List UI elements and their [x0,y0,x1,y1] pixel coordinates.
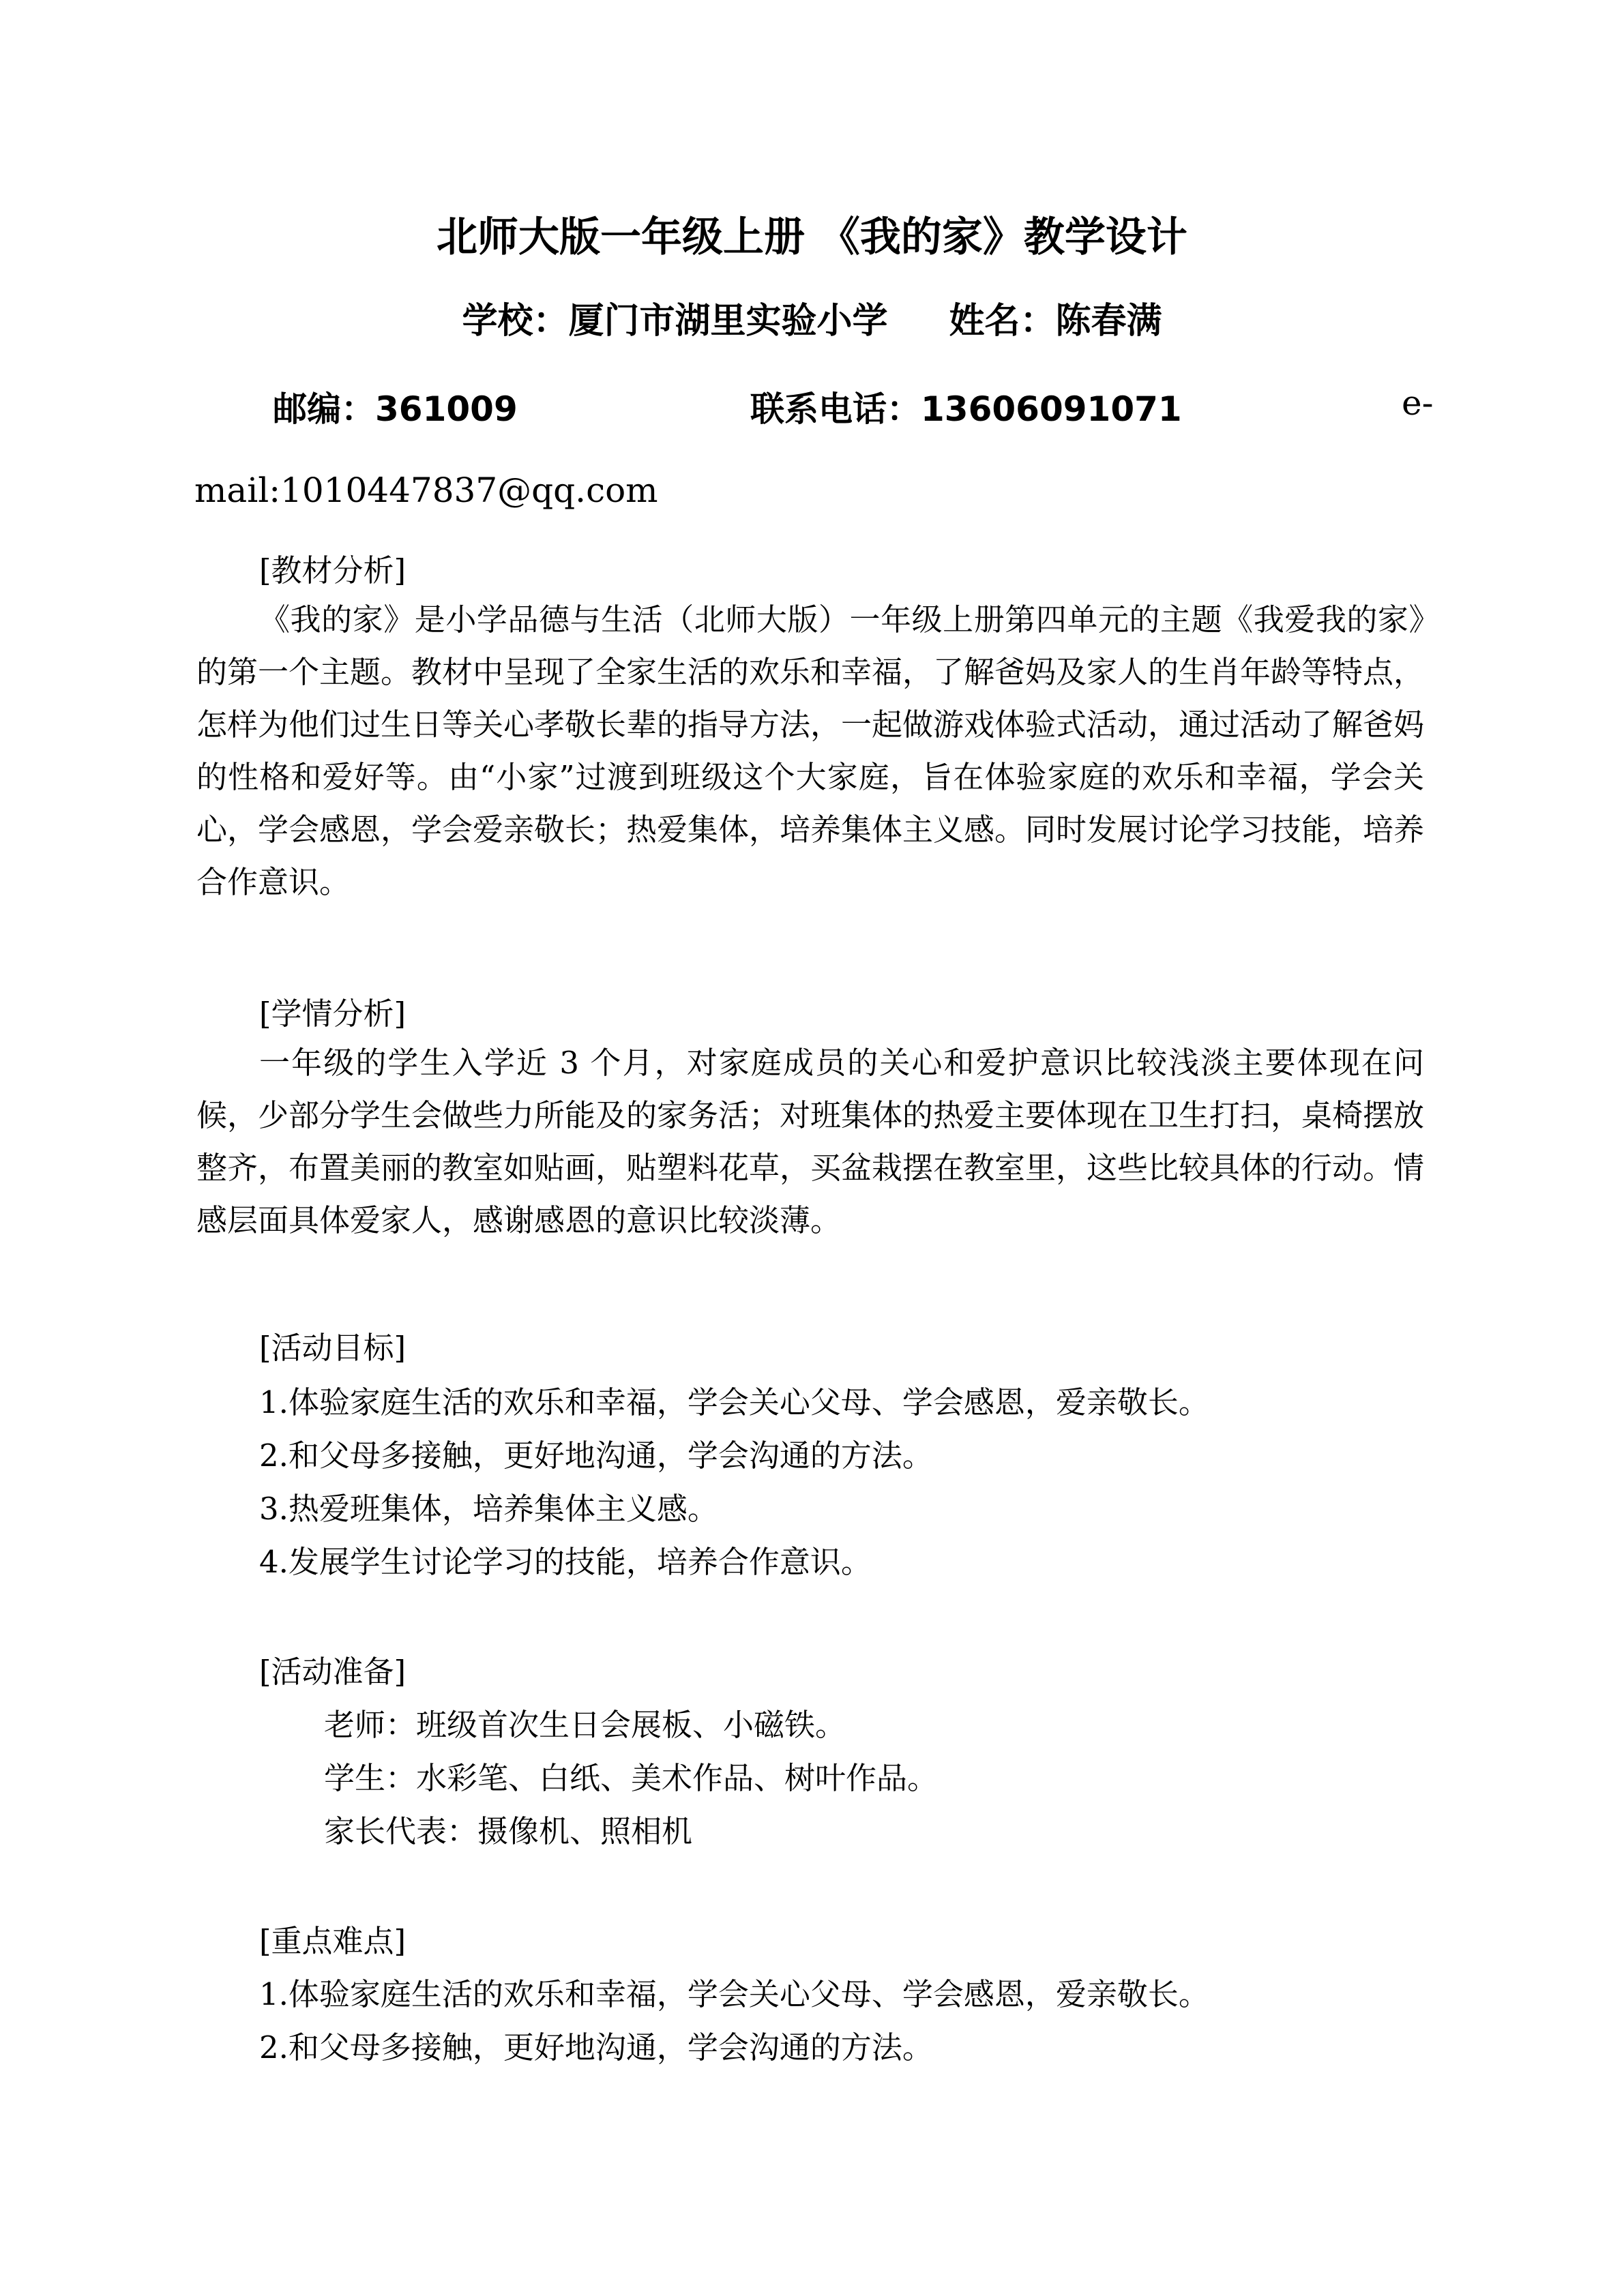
goal-item: 2.和父母多接触，更好地沟通，学会沟通的方法。 [259,1437,933,1474]
postcode: 邮编：361009 [273,389,518,429]
goal-item: 4.发展学生讨论学习的技能，培养合作意识。 [259,1544,872,1580]
section-heading-students: [学情分析] [259,996,407,1032]
author-name: 姓名：陈春满 [949,301,1162,342]
section-heading-material: [教材分析] [259,552,407,588]
students-paragraph: 一年级的学生入学近 3 个月，对家庭成员的关心和爱护意识比较浅淡主要体现在问候，少部分学生会做些力所能及的家务活；对班集体的热爱主要体现在卫生打扫，桌椅摆放整齐，布置美丽的教室如贴画，贴塑料花草，买盆栽摆在教室里，这些比较具体的行动。情感层面具体爱家人，感谢感恩的意识比较淡薄。 [196,1045,1425,1238]
school-name-line [0,292,1624,343]
goal-item: 1.体验家庭生活的欢乐和幸福，学会关心父母、学会感恩，爱亲敬长。 [259,1384,1209,1420]
preparation-item: 老师：班级首次生日会展板、小磁铁。 [324,1707,846,1743]
section-heading-goals: [活动目标] [259,1330,407,1366]
key-point-item: 2.和父母多接触，更好地沟通，学会沟通的方法。 [259,2029,933,2066]
preparation-item: 家长代表：摄像机、照相机 [324,1813,693,1849]
school-name: 学校：厦门市湖里实验小学 [462,301,888,342]
document-title: 北师大版一年级上册 《我的家》教学设计 [437,213,1187,261]
material-paragraph: 《我的家》是小学品德与生活（北师大版）一年级上册第四单元的主题《我爱我的家》的第一个主题。教材中呈现了全家生活的欢乐和幸福，了解爸妈及家人的生肖年龄等特点，怎样为他们过生日等关心孝敬长辈的指导方法，一起做游戏体验式活动，通过活动了解爸妈的性格和爱好等。由“小家”过渡到班级这个大家庭，旨在体验家庭的欢乐和幸福，学会关心，学会感恩，学会爱亲敬长；热爱集体，培养集体主义感。同时发展讨论学习技能，培养合作意识。 [196,601,1425,900]
phone-number: 联系电话：13606091071 [750,389,1182,429]
section-heading-preparation: [活动准备] [259,1654,407,1690]
section-heading-key-points: [重点难点] [259,1923,407,1959]
goal-item: 3.热爱班集体，培养集体主义感。 [259,1491,718,1527]
email-address: mail:1010447837@qq.com [194,471,658,510]
email-prefix: e- [1402,383,1434,423]
key-point-item: 1.体验家庭生活的欢乐和幸福，学会关心父母、学会感恩，爱亲敬长。 [259,1976,1209,2012]
preparation-item: 学生：水彩笔、白纸、美术作品、树叶作品。 [324,1760,939,1796]
